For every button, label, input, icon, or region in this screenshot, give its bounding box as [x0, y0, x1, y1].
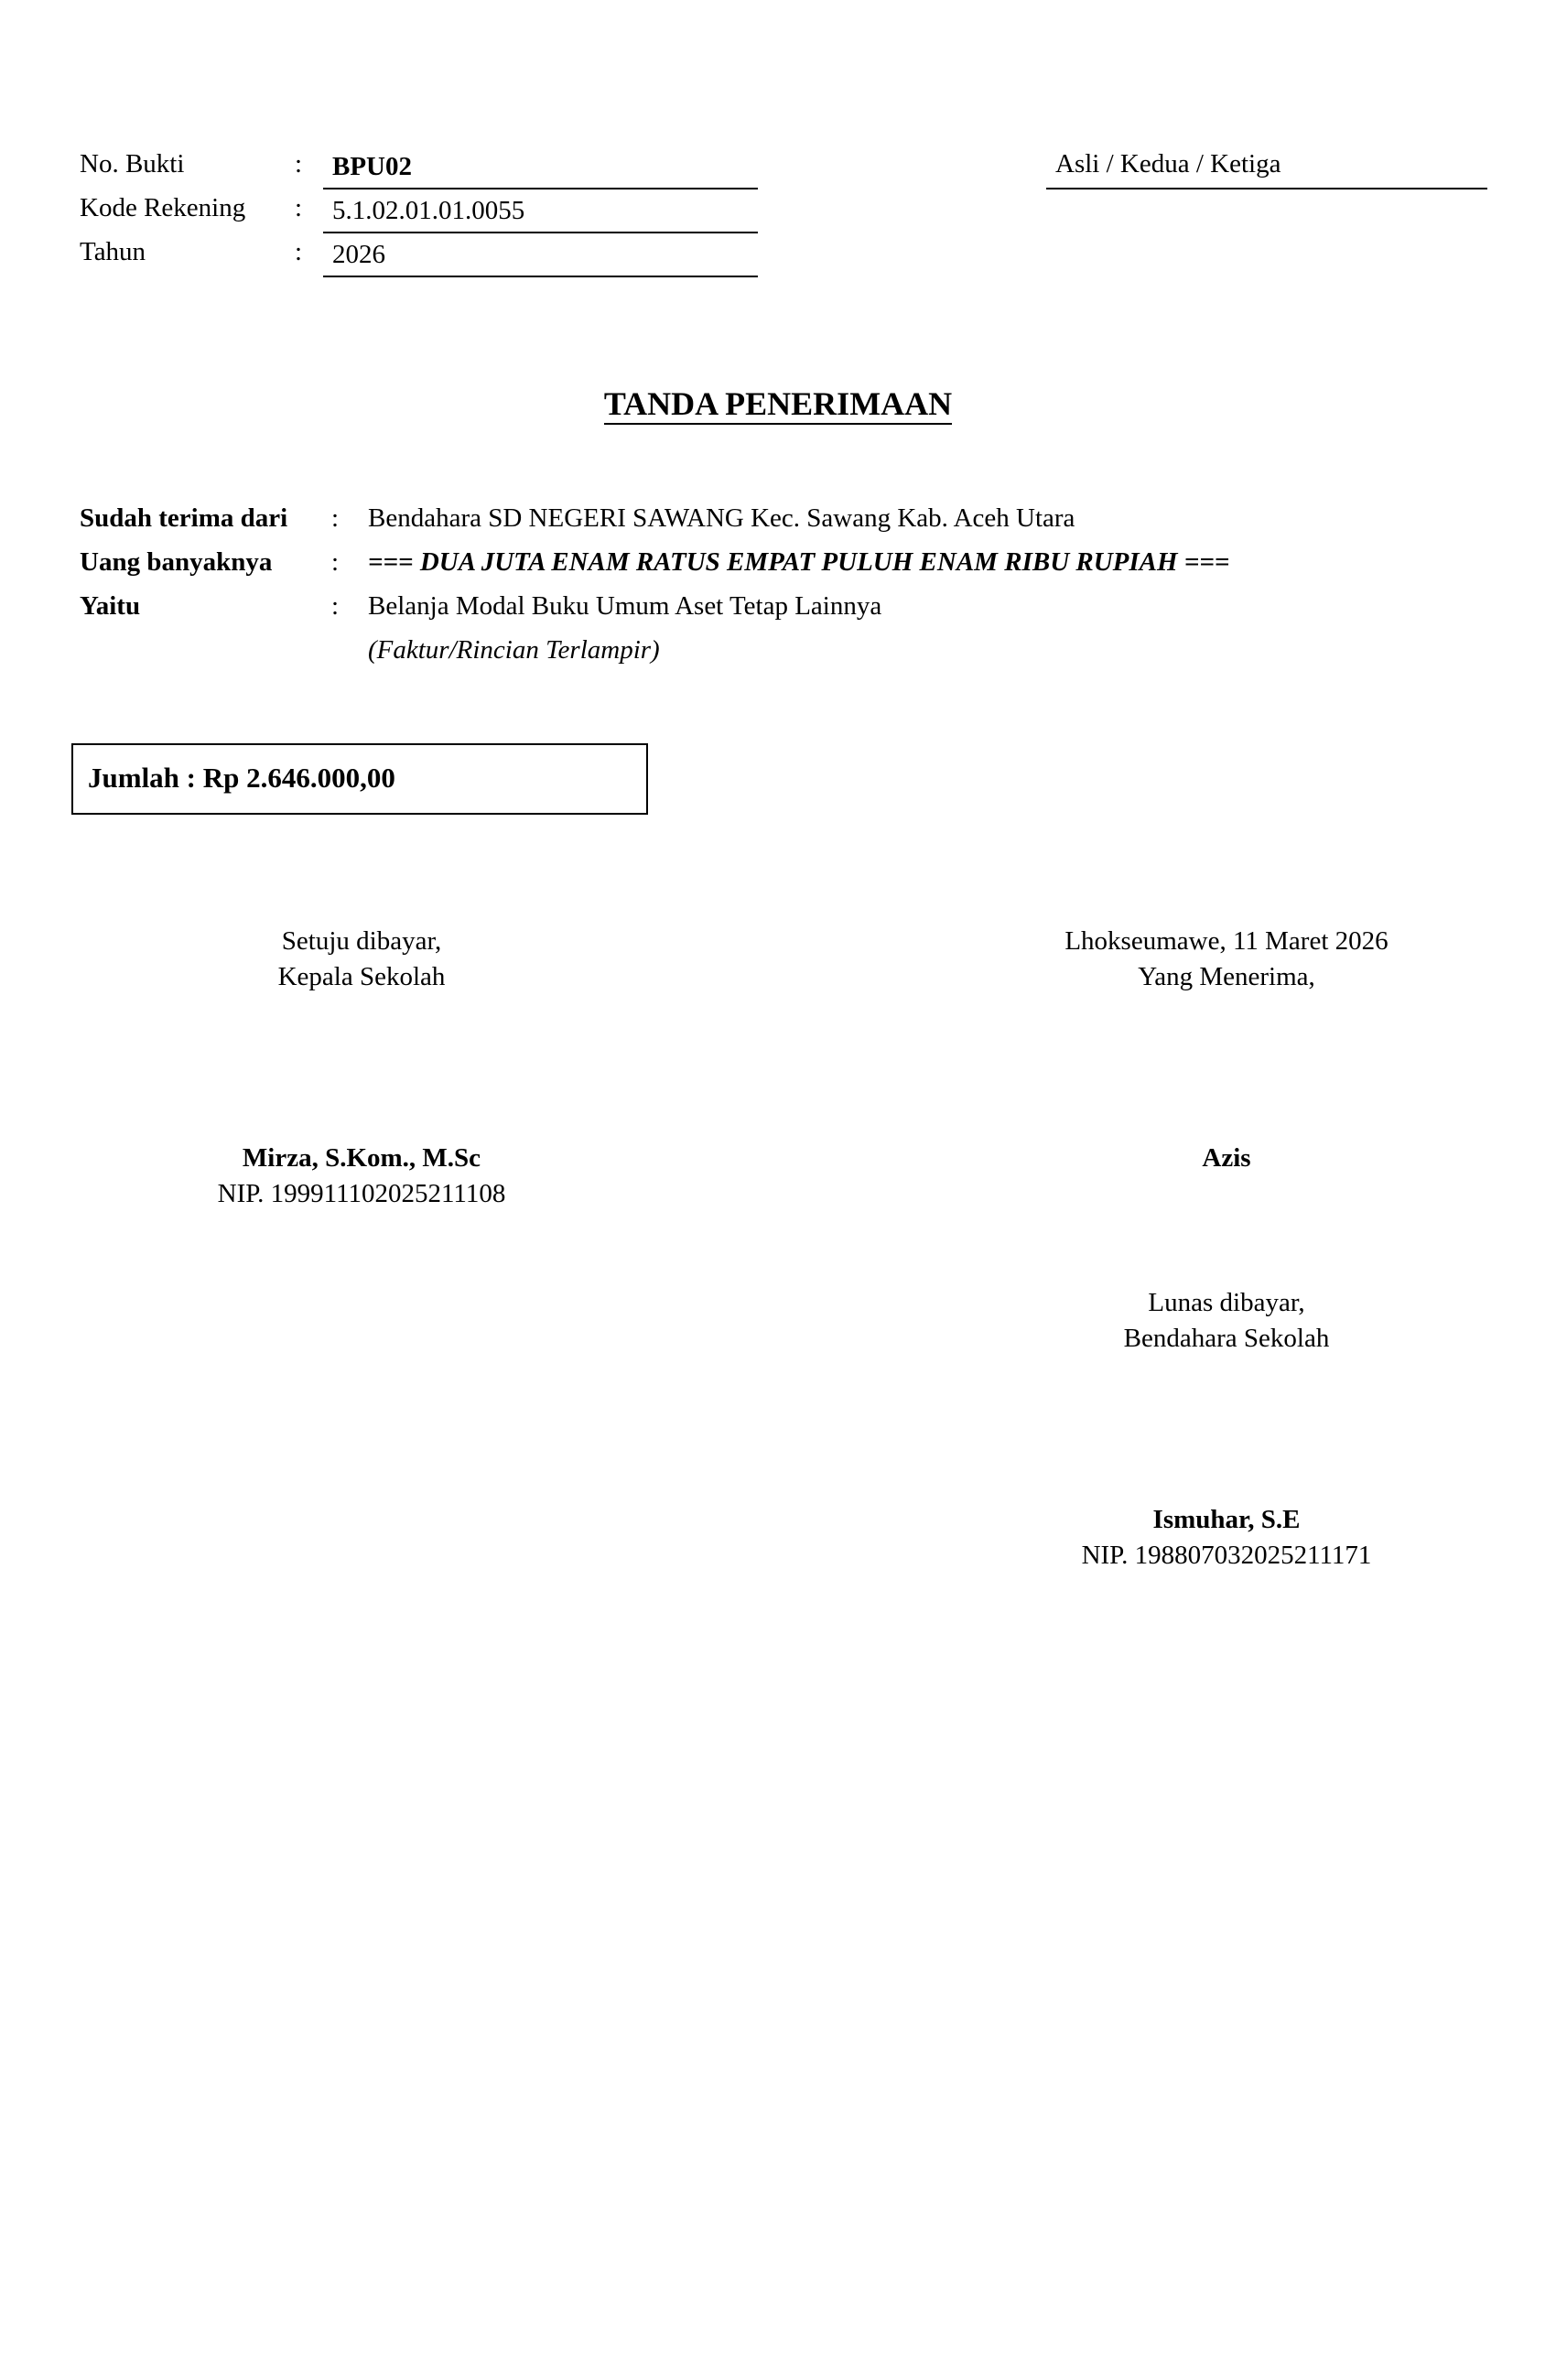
terima-label: Sudah terima dari [80, 503, 288, 533]
approval-line2: Kepala Sekolah [277, 962, 446, 991]
kode-rekening-label: Kode Rekening [80, 193, 246, 222]
no-bukti-label: No. Bukti [80, 149, 185, 178]
yaitu-value: Belanja Modal Buku Umum Aset Tetap Lainnya [368, 591, 882, 621]
uang-value: === DUA JUTA ENAM RATUS EMPAT PULUH ENAM RIBU RUPIAH === [368, 547, 1230, 577]
yaitu-note: (Faktur/Rincian Terlampir) [368, 635, 660, 665]
amount-box [71, 743, 648, 815]
principal-nip: NIP. 199911102025211108 [217, 1179, 506, 1208]
tahun-value: 2026 [332, 240, 385, 269]
kode-rekening-colon: : [295, 193, 303, 222]
terima-colon: : [331, 503, 340, 533]
uang-colon: : [331, 547, 340, 577]
treasurer-line2: Bendahara Sekolah [1123, 1324, 1330, 1353]
terima-value: Bendahara SD NEGERI SAWANG Kec. Sawang Kab. Aceh Utara [368, 503, 1075, 533]
no-bukti-colon: : [295, 149, 303, 178]
tahun-field [323, 239, 758, 277]
copy-label: Asli / Kedua / Ketiga [1055, 149, 1281, 178]
document-title [0, 384, 1556, 423]
treasurer-name: Ismuhar, S.E [1152, 1505, 1301, 1534]
treasurer-nip: NIP. 198807032025211171 [1081, 1541, 1372, 1570]
document-title-text: TANDA PENERIMAAN [604, 385, 952, 425]
yaitu-colon: : [331, 591, 340, 621]
principal-name: Mirza, S.Kom., M.Sc [242, 1143, 481, 1173]
uang-label: Uang banyaknya [80, 547, 273, 577]
tahun-colon: : [295, 237, 303, 266]
copy-designation [1046, 146, 1487, 189]
tahun-label: Tahun [80, 237, 146, 266]
treasurer-line1: Lunas dibayar, [1148, 1288, 1305, 1317]
kode-rekening-value: 5.1.02.01.01.0055 [332, 196, 525, 225]
receiver-name: Azis [1202, 1143, 1251, 1173]
yaitu-label: Yaitu [80, 591, 141, 621]
no-bukti-field [323, 151, 758, 189]
no-bukti-value: BPU02 [332, 152, 412, 181]
place-date: Lhokseumawe, 11 Maret 2026 [1064, 926, 1389, 956]
kode-rekening-field [323, 195, 758, 233]
approval-line1: Setuju dibayar, [281, 926, 442, 956]
receiver-line: Yang Menerima, [1138, 962, 1315, 991]
amount-text: Jumlah : Rp 2.646.000,00 [88, 762, 395, 794]
